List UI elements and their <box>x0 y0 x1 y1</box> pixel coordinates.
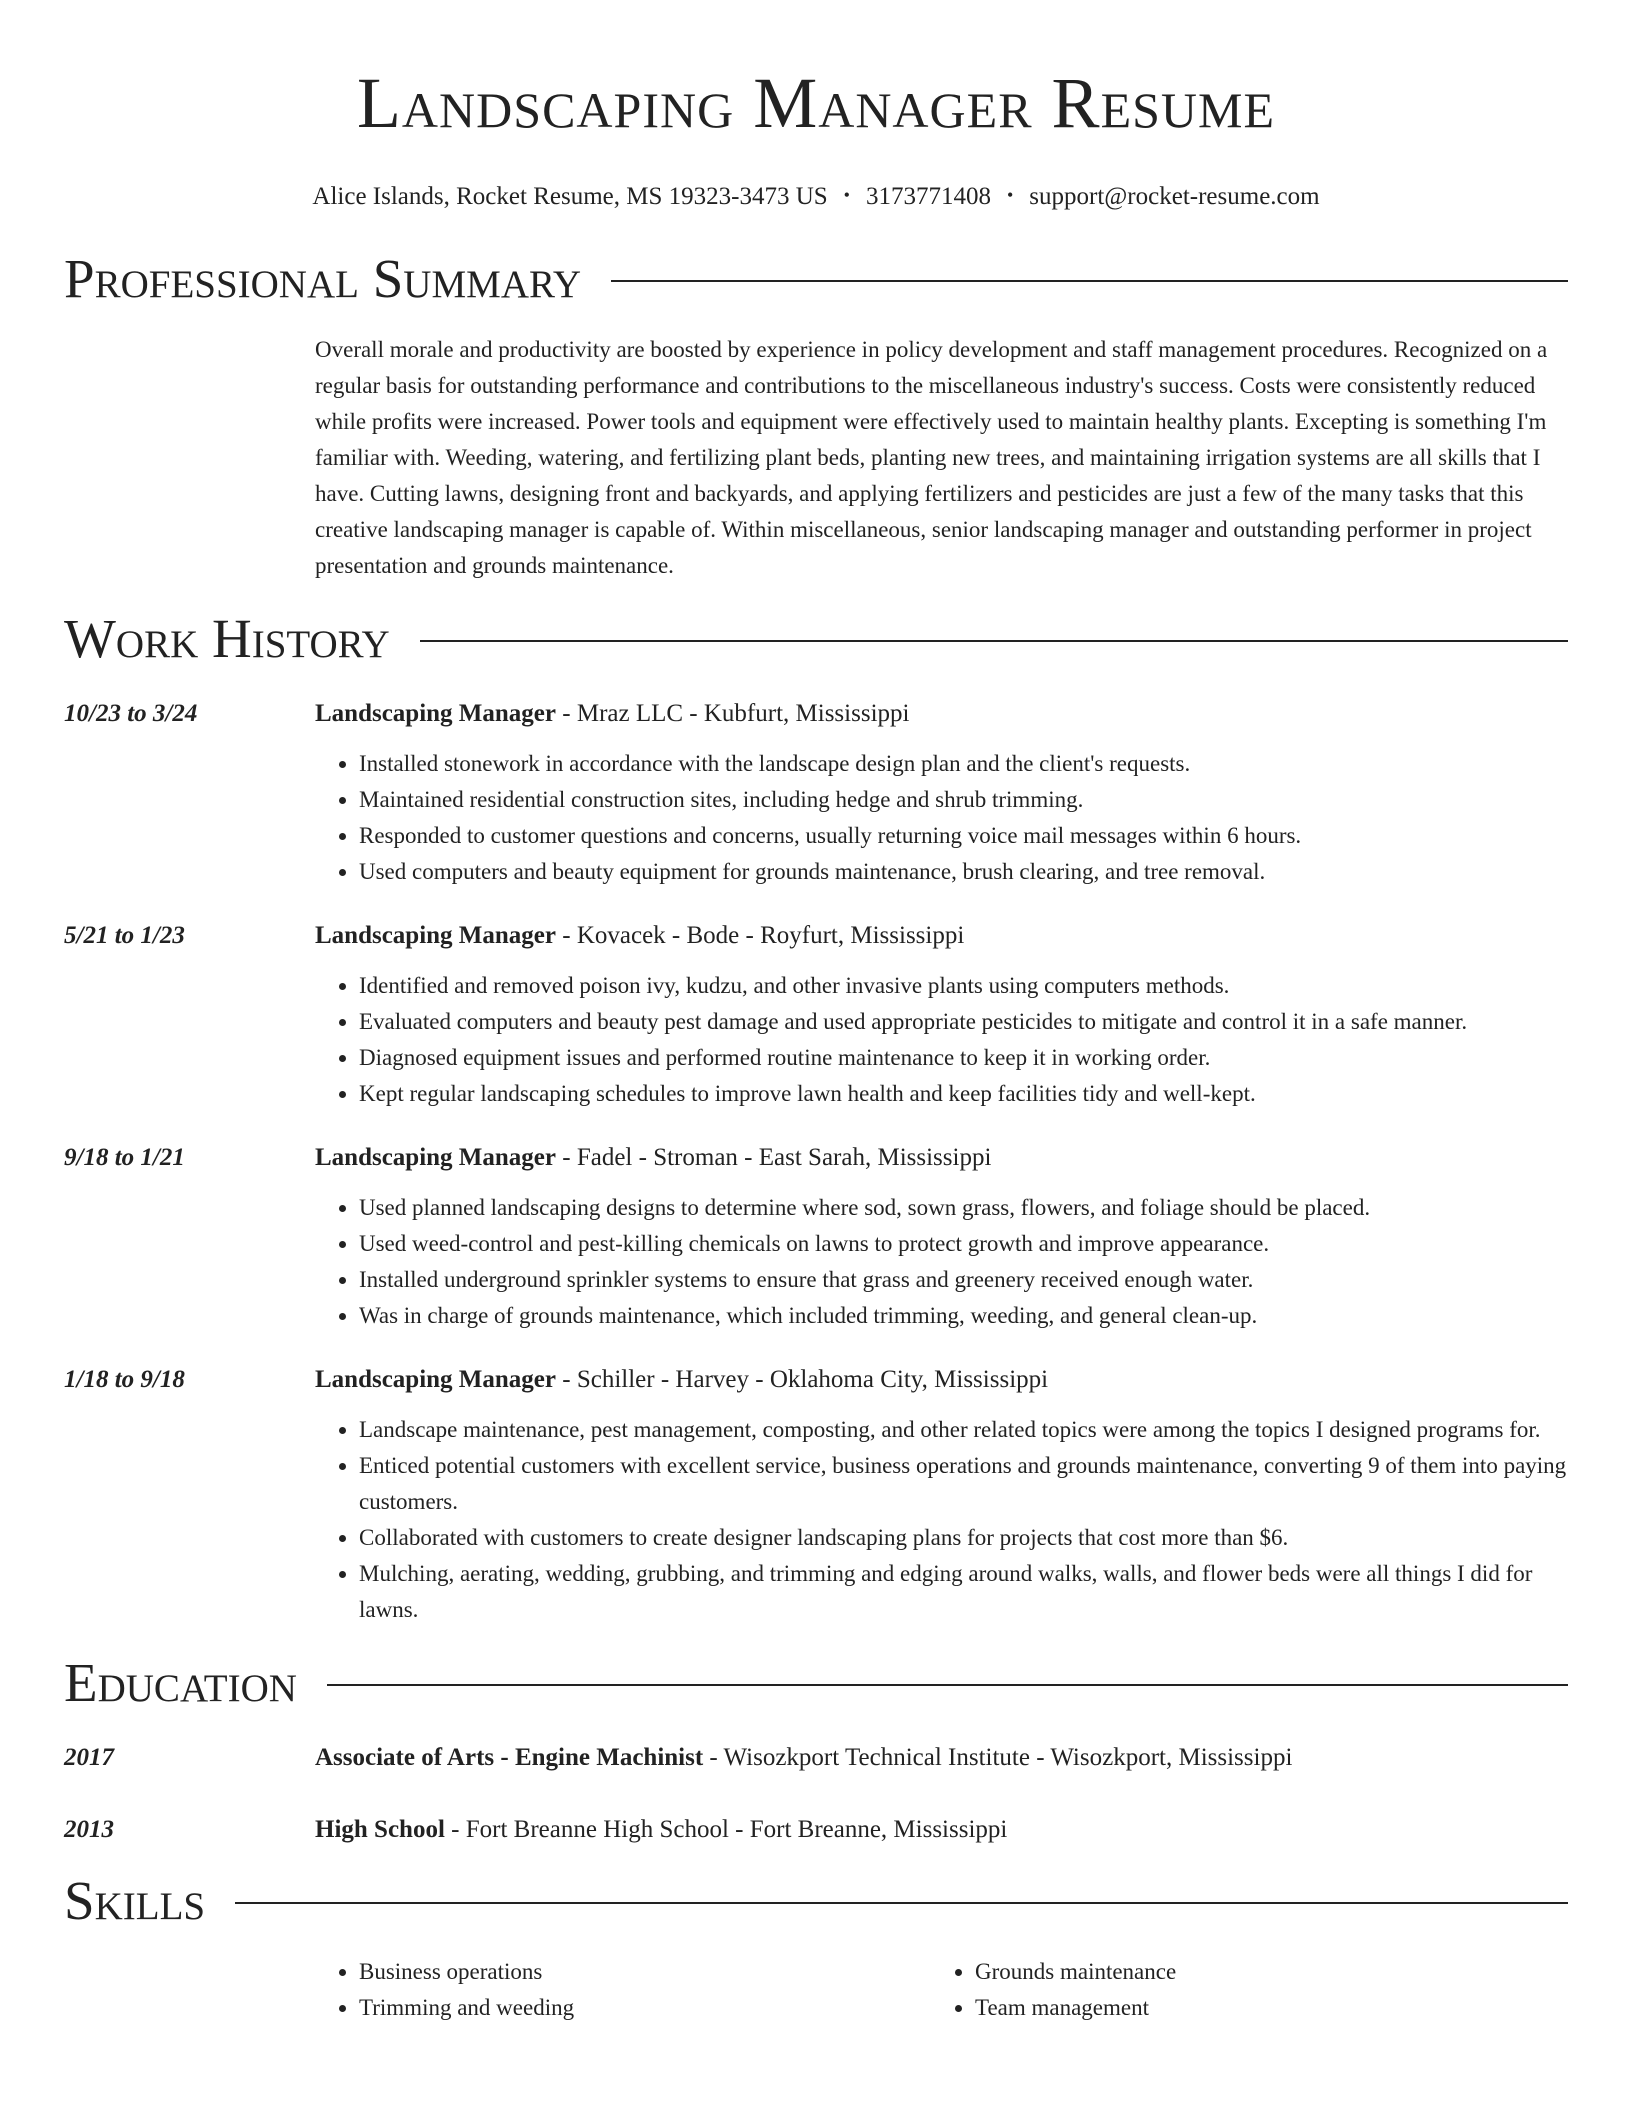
job-bullet: • Responded to customer questions and concerns, usually returning voice mail messages within 6 hours. <box>359 818 1568 854</box>
skills-section-title: Skills <box>64 1870 206 1931</box>
summary-text: Overall morale and productivity are boosted by experience in policy development and staff management procedures. Recognized on a regular basis for outstanding performance and contributions to the miscellaneous industry's success. Costs were consistently reduced while profits were increased. Power tools and equipment were effectively used to maintain healthy plants. Excepting is something I'm familiar with. Weeding, watering, and fertilizing plant beds, planting new trees, and maintaining irrigation systems are all skills that I have. Cutting lawns, designing front and backyards, and applying fertilizers and pesticides are just a few of the many tasks that this creative landscaping manager is capable of. Within miscellaneous, senior landscaping manager and outstanding performer in project presentation and grounds maintenance. <box>315 337 1548 578</box>
contact-address: Alice Islands, Rocket Resume, MS 19323-3473 US <box>312 183 828 210</box>
job-bullet: • Used computers and beauty equipment for grounds maintenance, brush clearing, and tree removal. <box>359 854 1568 890</box>
education-degree: Associate of Arts - Engine Machinist <box>315 1744 704 1771</box>
job-bullet: • Collaborated with customers to create designer landscaping plans for projects that cost more than $6. <box>359 1520 1568 1556</box>
job-entry <box>64 1140 1568 1334</box>
summary-section-title: Professional Summary <box>64 248 582 309</box>
job-entry <box>64 1362 1568 1628</box>
skills-column-left <box>315 1954 931 2026</box>
job-bullet: • Installed stonework in accordance with the landscape design plan and the client's requests. <box>359 746 1568 782</box>
job-bullet: • Installed underground sprinkler systems to ensure that grass and greenery received enough water. <box>359 1262 1568 1298</box>
job-bullet: • Diagnosed equipment issues and performed routine maintenance to keep it in working order. <box>359 1040 1568 1076</box>
job-details: - Mraz LLC - Kubfurt, Mississippi <box>556 700 910 727</box>
job-bullets <box>315 1190 1568 1334</box>
contact-separator: • <box>1006 185 1014 205</box>
job-bullet: • Used weed-control and pest-killing chemicals on lawns to protect growth and improve appearance. <box>359 1226 1568 1262</box>
education-entry <box>64 1812 1568 1848</box>
education-details: - Fort Breanne High School - Fort Breanne, Mississippi <box>444 1816 1008 1843</box>
job-date: 1/18 to 9/18 <box>64 1366 185 1393</box>
resume-title: Landscaping Manager Resume <box>356 63 1276 143</box>
contact-phone: 3173771408 <box>865 183 991 210</box>
skills-list <box>315 1954 1568 2026</box>
contact-email[interactable]: support@rocket-resume.com <box>1029 183 1320 210</box>
skill-item: • Trimming and weeding <box>359 1990 931 2026</box>
summary-section-header <box>64 246 1568 312</box>
job-entry <box>64 696 1568 890</box>
job-bullet: • Mulching, aerating, wedding, grubbing, and trimming and edging around walks, walls, and flower beds were all things I did for lawns. <box>359 1556 1568 1628</box>
education-year: 2017 <box>64 1744 114 1771</box>
job-bullet: • Identified and removed poison ivy, kudzu, and other invasive plants using computers methods. <box>359 968 1568 1004</box>
work-history-list <box>64 696 1568 1628</box>
job-details: - Fadel - Stroman - East Sarah, Mississippi <box>556 1144 992 1171</box>
skill-item: • Team management <box>975 1990 1555 2026</box>
work-section-header <box>64 606 1568 672</box>
job-bullets <box>315 1412 1568 1628</box>
resume-page <box>64 0 1568 2026</box>
job-bullet: • Evaluated computers and beauty pest damage and used appropriate pesticides to mitigate and control it in a safe manner. <box>359 1004 1568 1040</box>
education-section-header <box>64 1650 1568 1716</box>
job-role: Landscaping Manager <box>315 922 557 949</box>
section-divider <box>327 1684 1568 1686</box>
skills-section-header <box>64 1868 1568 1934</box>
skill-item: • Business operations <box>359 1954 931 1990</box>
education-degree: High School <box>315 1816 445 1843</box>
contact-line <box>64 180 1568 212</box>
job-role: Landscaping Manager <box>315 700 557 727</box>
job-bullets <box>315 746 1568 890</box>
work-section-title: Work History <box>64 608 390 669</box>
job-bullet: • Used planned landscaping designs to determine where sod, sown grass, flowers, and foliage should be placed. <box>359 1190 1568 1226</box>
job-bullet: • Kept regular landscaping schedules to improve lawn health and keep facilities tidy and well-kept. <box>359 1076 1568 1112</box>
job-bullet: • Maintained residential construction sites, including hedge and shrub trimming. <box>359 782 1568 818</box>
job-entry <box>64 918 1568 1112</box>
skills-column-right <box>931 1954 1555 2026</box>
job-role: Landscaping Manager <box>315 1144 557 1171</box>
job-details: - Kovacek - Bode - Royfurt, Mississippi <box>556 922 965 949</box>
job-bullet: • Landscape maintenance, pest management, composting, and other related topics were among the topics I designed programs for. <box>359 1412 1568 1448</box>
education-entry <box>64 1740 1568 1776</box>
job-bullets <box>315 968 1568 1112</box>
section-divider <box>235 1902 1568 1904</box>
education-section-title: Education <box>64 1652 297 1713</box>
job-role: Landscaping Manager <box>315 1366 557 1393</box>
job-date: 9/18 to 1/21 <box>64 1144 185 1171</box>
education-year: 2013 <box>64 1816 114 1843</box>
job-bullet: • Enticed potential customers with excellent service, business operations and grounds maintenance, converting 9 of them into paying customers. <box>359 1448 1568 1520</box>
job-date: 5/21 to 1/23 <box>64 922 185 949</box>
job-details: - Schiller - Harvey - Oklahoma City, Mississippi <box>556 1366 1049 1393</box>
education-details: - Wisozkport Technical Institute - Wisozkport, Mississippi <box>703 1744 1293 1771</box>
contact-separator: • <box>843 185 850 205</box>
section-divider <box>420 640 1568 642</box>
skill-item: • Grounds maintenance <box>975 1954 1555 1990</box>
job-date: 10/23 to 3/24 <box>64 700 198 727</box>
job-bullet: • Was in charge of grounds maintenance, which included trimming, weeding, and general clean-up. <box>359 1298 1568 1334</box>
section-divider <box>611 280 1568 282</box>
